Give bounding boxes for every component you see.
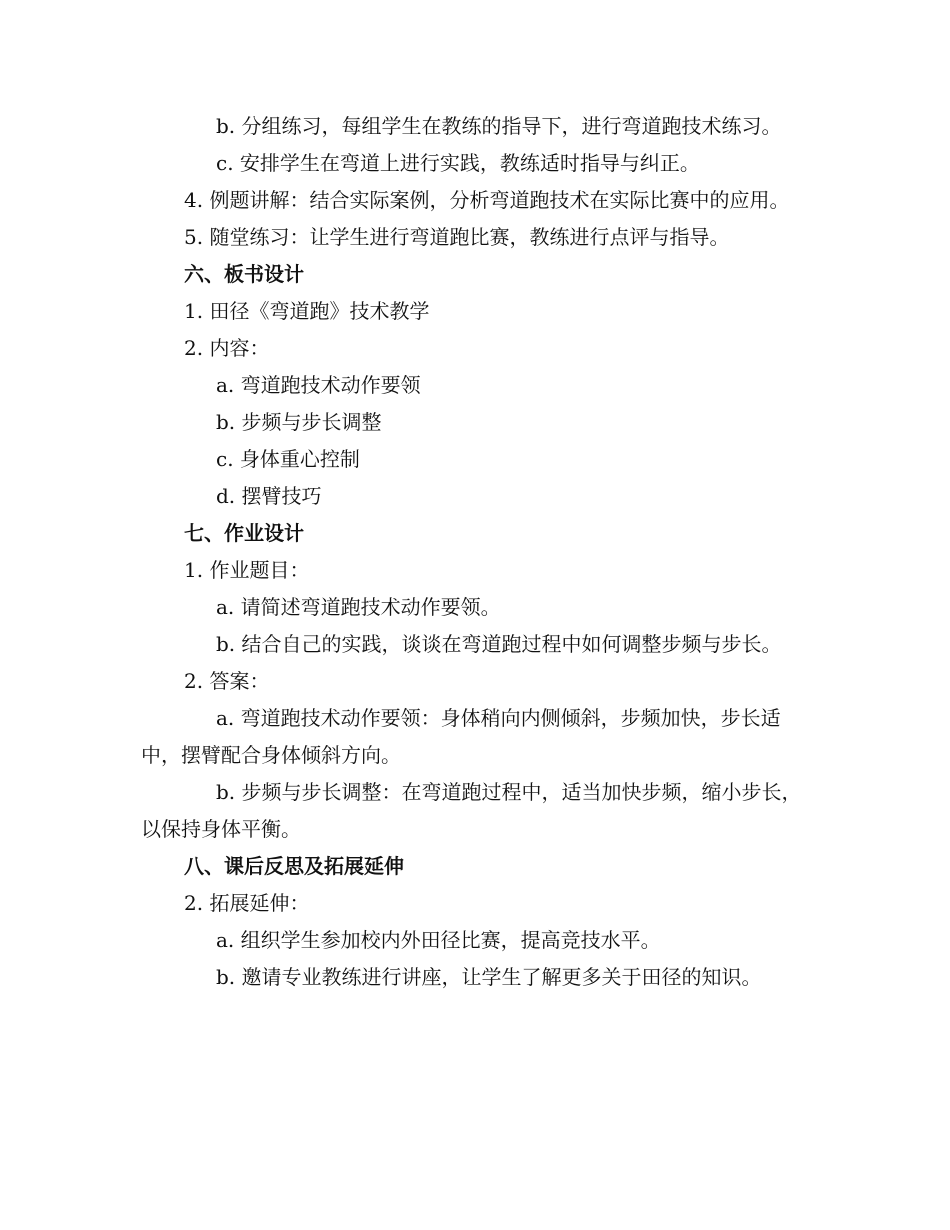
answer-b: b. 步频与步长调整：在弯道跑过程中，适当加快步频，缩小步长，以保持身体平衡。 <box>141 780 802 841</box>
section-heading-homework: 七、作业设计 <box>184 521 304 545</box>
practice-item-b: b. 分组练习，每组学生在教练的指导下，进行弯道跑技术练习。 <box>216 114 782 138</box>
homework-question-b: b. 结合自己的实践，谈谈在弯道跑过程中如何调整步频与步长。 <box>216 632 782 656</box>
blackboard-item-2: 2. 内容： <box>184 336 270 360</box>
content-item-b: b. 步频与步长调整 <box>216 410 382 434</box>
content-item-c: c. 身体重心控制 <box>216 447 360 471</box>
homework-item-1: 1. 作业题目： <box>184 558 310 582</box>
section-heading-reflection: 八、课后反思及拓展延伸 <box>184 854 404 878</box>
blackboard-item-1: 1. 田径《弯道跑》技术教学 <box>184 299 430 323</box>
extension-item-2: 2. 拓展延伸： <box>184 891 310 915</box>
content-item-a: a. 弯道跑技术动作要领 <box>216 373 421 397</box>
extension-item-a: a. 组织学生参加校内外田径比赛，提高竞技水平。 <box>216 928 661 952</box>
homework-item-2: 2. 答案： <box>184 669 270 693</box>
document-body <box>141 108 811 996</box>
homework-question-a: a. 请简述弯道跑技术动作要领。 <box>216 595 501 619</box>
step-4-example: 4. 例题讲解：结合实际案例，分析弯道跑技术在实际比赛中的应用。 <box>184 188 790 212</box>
practice-item-c: c. 安排学生在弯道上进行实践，教练适时指导与纠正。 <box>216 151 700 175</box>
step-5-practice: 5. 随堂练习：让学生进行弯道跑比赛，教练进行点评与指导。 <box>184 225 730 249</box>
extension-item-b: b. 邀请专业教练进行讲座，让学生了解更多关于田径的知识。 <box>216 965 762 989</box>
answer-a: a. 弯道跑技术动作要领：身体稍向内侧倾斜，步频加快，步长适中，摆臂配合身体倾斜方向。 <box>141 706 781 767</box>
content-item-d: d. 摆臂技巧 <box>216 484 322 508</box>
section-heading-blackboard: 六、板书设计 <box>184 262 304 286</box>
